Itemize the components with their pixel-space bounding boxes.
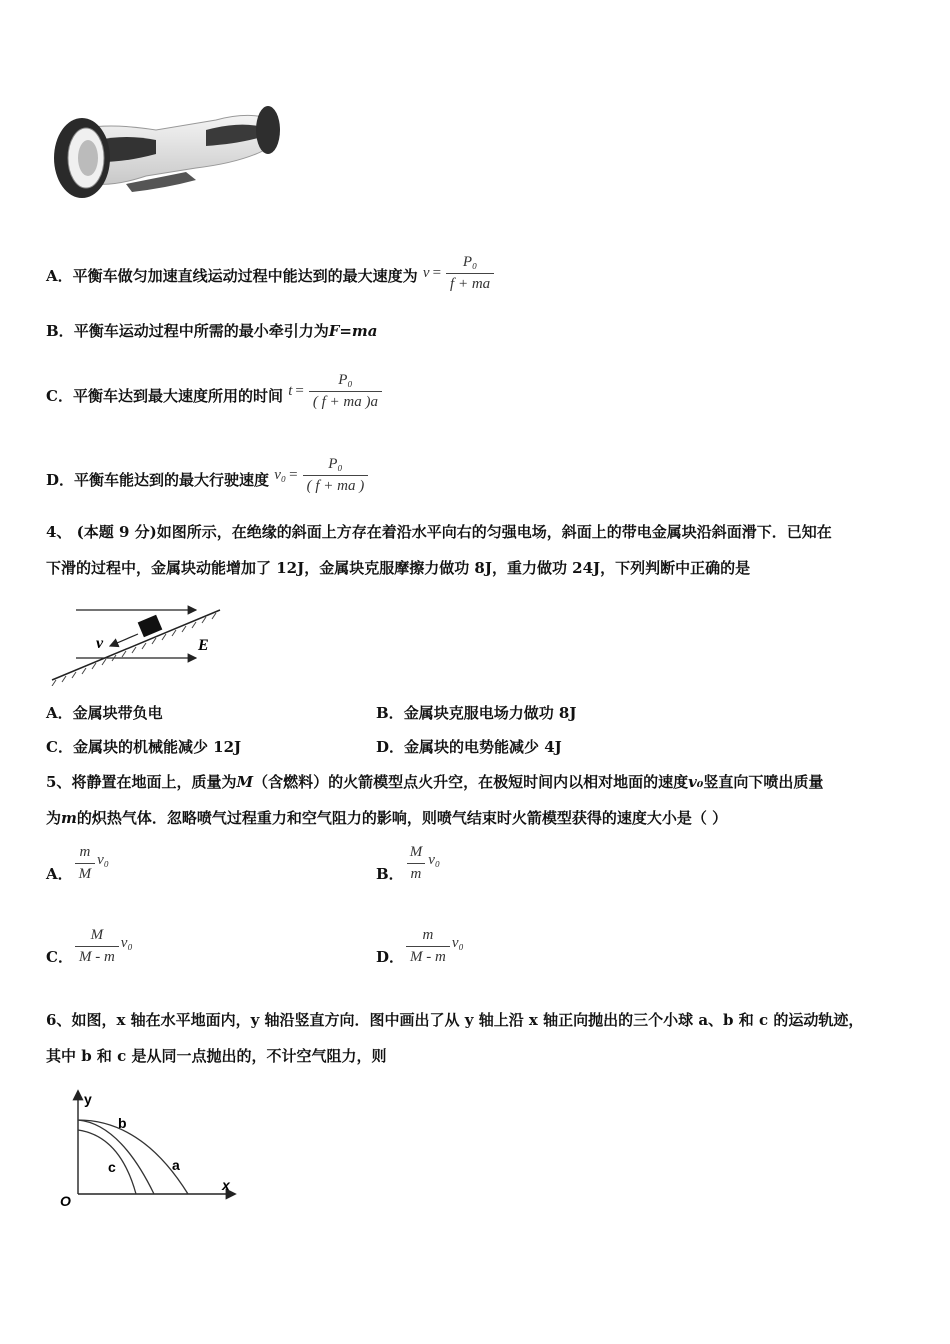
fraction-tail: v₀ <box>428 852 441 868</box>
q5-option-d-label: D． <box>376 948 405 966</box>
trajectory-c <box>78 1130 136 1194</box>
fraction-numerator: m <box>422 927 434 943</box>
q3-option-b-formula: F=ma <box>328 322 378 340</box>
q3-option-b-text: 平衡车运动过程中所需的最小牵引力为 <box>73 322 329 340</box>
formula-numerator: P₀ <box>338 372 353 388</box>
y-axis-label: y <box>84 1091 92 1107</box>
fraction-numerator: m <box>79 844 91 860</box>
hoverboard-image <box>46 100 284 210</box>
q3-option-c-formula: t = $\frac{\text{P₀}}{( f + ma )a}$ <box>288 372 384 411</box>
formula-lhs: v₀ <box>274 467 287 483</box>
trajectory-graph <box>50 1086 240 1210</box>
q5-var-v0: v₀ <box>688 773 704 791</box>
q4-option-b-label: B． <box>376 704 404 722</box>
q4-option-c-text: 金属块的机械能减少 12J <box>72 738 242 756</box>
q3-option-a-text: 平衡车做匀加速直线运动过程中能达到的最大速度为 <box>72 267 418 285</box>
q5-stem-part: 为 <box>46 809 62 827</box>
q5-option-b-label: B． <box>376 865 404 883</box>
q4-option-d-text: 金属块的电势能减少 4J <box>404 738 562 756</box>
curve-b-label: b <box>118 1115 127 1131</box>
curve-c-label: c <box>108 1159 116 1175</box>
formula-denominator: ( f + ma ) <box>303 475 369 495</box>
fraction-denominator: M <box>75 863 96 883</box>
fraction-tail: v₀ <box>451 935 464 951</box>
q3-option-a-label: A． <box>46 267 73 285</box>
q4-number: 4、 <box>46 523 72 541</box>
q3-option-a-formula: v = $\frac{\text{P₀}}{f + ma}$ <box>423 254 496 293</box>
q6-stem <box>46 1002 908 1074</box>
q4-option-d-label: D． <box>376 738 405 756</box>
q4-option-c-label: C． <box>46 738 73 756</box>
q4-stem-line2: 下滑的过程中，金属块动能增加了 12J，金属块克服摩擦力做功 8J，重力做功 24J，下列判断中正确的是 <box>46 559 751 577</box>
formula-lhs: v <box>422 265 430 281</box>
q4-stem <box>46 514 908 586</box>
q5-stem-part: 竖直向下喷出质量 <box>703 773 824 791</box>
fraction-denominator: M - m <box>75 946 119 966</box>
q5-var-m: m <box>61 809 77 827</box>
fraction-numerator: M <box>90 927 104 943</box>
q5-stem-part: （含燃料）的火箭模型点火升空，在极短时间内以相对地面的速度 <box>253 773 689 791</box>
formula-lhs: t <box>288 383 293 399</box>
q5-option-b <box>376 843 440 884</box>
q3-option-d-formula: v₀ = $\frac{\text{P₀}}{( f + ma )}$ <box>274 456 370 495</box>
q5-number: 5、 <box>46 773 72 791</box>
q3-option-b-label: B． <box>46 322 74 340</box>
trajectory-b <box>78 1120 154 1194</box>
q3-option-d-text: 平衡车能达到的最大行驶速度 <box>74 471 270 489</box>
q5-var-M: M <box>236 773 254 791</box>
q5-stem <box>46 764 908 836</box>
q4-option-b-text: 金属块克服电场力做功 8J <box>403 704 577 722</box>
formula-denominator: ( f + ma )a <box>309 391 382 411</box>
fraction-denominator: M - m <box>406 946 450 966</box>
formula-numerator: P₀ <box>462 254 478 270</box>
origin-label: O <box>60 1193 71 1209</box>
q4-stem-line1: 如图所示，在绝缘的斜面上方存在着沿水平向右的匀强电场，斜面上的带电金属块沿斜面滑下．已知在 <box>156 523 832 541</box>
q5-option-d <box>376 926 464 967</box>
q6-stem-line2: 其中 b 和 c 是从同一点抛出的，不计空气阻力，则 <box>46 1047 387 1065</box>
fraction-tail: v₀ <box>97 852 110 868</box>
incline-field-diagram <box>46 604 226 686</box>
q5-stem-part: 的炽热气体．忽略喷气过程重力和空气阻力的影响，则喷气结束时火箭模型获得的速度大小是（ ） <box>76 809 728 827</box>
q4-tag: (本题 9 分) <box>76 523 157 541</box>
q3-option-d-label: D． <box>46 471 75 489</box>
q5-option-c-label: C． <box>46 948 73 966</box>
velocity-label: v <box>96 635 104 652</box>
fraction-numerator: M <box>409 844 423 860</box>
q4-option-a-text: 金属块带负电 <box>72 704 163 722</box>
q4-option-a-label: A． <box>46 704 73 722</box>
fraction-denominator: m <box>407 863 426 883</box>
q5-option-a <box>46 843 109 884</box>
q5-option-c <box>46 926 133 967</box>
q6-number: 6、 <box>46 1011 72 1029</box>
q3-option-c-label: C． <box>46 387 73 405</box>
q3-option-c-text: 平衡车达到最大速度所用的时间 <box>72 387 283 405</box>
field-label: E <box>198 637 209 654</box>
formula-numerator: P₀ <box>328 456 343 472</box>
fraction-tail: v₀ <box>120 935 133 951</box>
x-axis-label: x <box>222 1177 230 1193</box>
formula-denominator: f + ma <box>446 273 494 293</box>
q5-option-a-label: A． <box>46 865 73 883</box>
curve-a-label: a <box>172 1157 180 1173</box>
q5-stem-part: 将静置在地面上，质量为 <box>71 773 237 791</box>
q6-stem-line1: 如图，x 轴在水平地面内，y 轴沿竖直方向．图中画出了从 y 轴上沿 x 轴正向抛出的三个小球 a、b 和 c 的运动轨迹， <box>71 1011 864 1029</box>
